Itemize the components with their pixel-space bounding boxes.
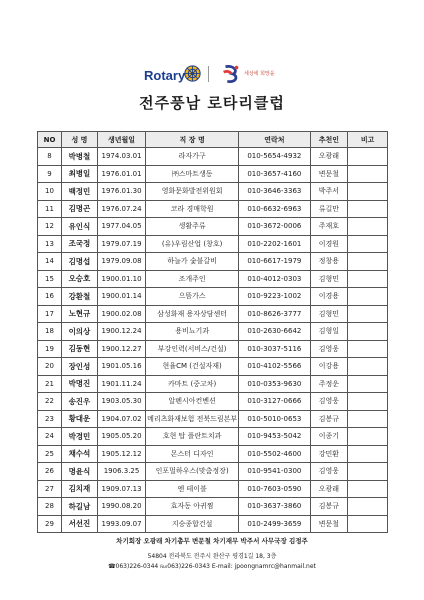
birth-date: 1900.02.08 xyxy=(97,305,145,323)
workplace: 영화문화발전위원회 xyxy=(146,183,239,201)
rotary-wheel-icon xyxy=(184,65,201,82)
birth-date: 1906.3.25 xyxy=(97,463,145,481)
logo-divider xyxy=(208,66,209,82)
recommender: 김영웅 xyxy=(310,340,348,358)
phone: 010-3037-5116 xyxy=(239,340,311,358)
member-name: 노현규 xyxy=(62,305,98,323)
remarks xyxy=(348,148,388,166)
phone: 010-5502-4600 xyxy=(239,445,311,463)
birth-date: 1976.01.01 xyxy=(97,165,145,183)
birth-date: 1976.01.30 xyxy=(97,183,145,201)
remarks xyxy=(348,445,388,463)
phone: 010-5654-4932 xyxy=(239,148,311,166)
remarks xyxy=(348,305,388,323)
recommender: 변문철 xyxy=(310,165,348,183)
recommender: 김영웅 xyxy=(310,393,348,411)
recommender: 김봉규 xyxy=(310,410,348,428)
member-no: 8 xyxy=(38,148,62,166)
recommender: 김봉규 xyxy=(310,498,348,516)
recommender: 이종기 xyxy=(310,428,348,446)
recommender: 이경원 xyxy=(310,235,348,253)
member-name: 서선진 xyxy=(62,515,98,533)
club-officers: 차기회장 오광래 차기총무 변문철 차기재무 박주서 사무국장 김정주 xyxy=(116,537,308,545)
member-no: 20 xyxy=(38,358,62,376)
member-name: 김명섭 xyxy=(62,253,98,271)
member-name: 조국정 xyxy=(62,235,98,253)
club-contact: ☎063)226-0344 ℻063)226-0343 E-mail: jpoongnamrc@hanmail.net xyxy=(108,563,316,570)
phone: 010-6617-1979 xyxy=(239,253,311,271)
roster-header xyxy=(38,132,388,148)
workplace: 삼성화재 용자상담센터 xyxy=(146,305,239,323)
member-name: 명윤식 xyxy=(62,463,98,481)
recommender: 오광래 xyxy=(310,480,348,498)
member-no: 12 xyxy=(38,218,62,236)
phone: 010-3646-3363 xyxy=(239,183,311,201)
member-no: 29 xyxy=(38,515,62,533)
recommender: 김형민 xyxy=(310,305,348,323)
remarks xyxy=(348,200,388,218)
birth-date: 1900.12.24 xyxy=(97,323,145,341)
member-no: 24 xyxy=(38,428,62,446)
recommender: 김형민 xyxy=(310,270,348,288)
member-name: 강환철 xyxy=(62,288,98,306)
table-row xyxy=(38,340,388,358)
remarks xyxy=(348,463,388,481)
phone: 010-2202-1601 xyxy=(239,235,311,253)
phone: 010-3127-0666 xyxy=(239,393,311,411)
birth-date: 1993.09.07 xyxy=(97,515,145,533)
birth-date: 1900.12.27 xyxy=(97,340,145,358)
recommender: 류길만 xyxy=(310,200,348,218)
workplace: 엔 테이블 xyxy=(146,480,239,498)
recommender: 오광래 xyxy=(310,148,348,166)
remarks xyxy=(348,323,388,341)
table-row xyxy=(38,253,388,271)
birth-date: 1979.09.08 xyxy=(97,253,145,271)
phone: 010-5010-0653 xyxy=(239,410,311,428)
workplace: 용비뇨기과 xyxy=(146,323,239,341)
recommender: 강민환 xyxy=(310,445,348,463)
workplace: 인포멀하우스(맞춤정장) xyxy=(146,463,239,481)
birth-date: 1976.07.24 xyxy=(97,200,145,218)
recommender: 박주서 xyxy=(310,183,348,201)
phone: 010-3637-3860 xyxy=(239,498,311,516)
member-no: 18 xyxy=(38,323,62,341)
birth-date: 1901.11.24 xyxy=(97,375,145,393)
member-name: 하길남 xyxy=(62,498,98,516)
workplace: 으뜸가스 xyxy=(146,288,239,306)
workplace: 메리츠화재보험 전북드림본부 xyxy=(146,410,239,428)
birth-date: 1903.05.30 xyxy=(97,393,145,411)
remarks xyxy=(348,358,388,376)
birth-date: 1900.01.10 xyxy=(97,270,145,288)
remarks xyxy=(348,480,388,498)
recommender: 김영웅 xyxy=(310,463,348,481)
slogan-text: 세상에 희망을 xyxy=(244,71,275,77)
member-no: 25 xyxy=(38,445,62,463)
remarks xyxy=(348,428,388,446)
table-row xyxy=(38,445,388,463)
column-header: 직 장 명 xyxy=(146,132,239,148)
birth-date: 1905.12.12 xyxy=(97,445,145,463)
workplace: 라자가구 xyxy=(146,148,239,166)
birth-date: 1974.03.01 xyxy=(97,148,145,166)
workplace: ㈜스마트생동 xyxy=(146,165,239,183)
member-name: 채수석 xyxy=(62,445,98,463)
club-title: 전주풍남 로타리클럽 xyxy=(139,94,285,112)
member-no: 10 xyxy=(38,183,62,201)
remarks xyxy=(348,165,388,183)
birth-date: 1977.04.05 xyxy=(97,218,145,236)
workplace: 조개주인 xyxy=(146,270,239,288)
birth-date: 1905.05.20 xyxy=(97,428,145,446)
birth-date: 1979.07.19 xyxy=(97,235,145,253)
table-row xyxy=(38,305,388,323)
rotary-logo-text: Rotary xyxy=(144,68,186,83)
table-row xyxy=(38,410,388,428)
remarks xyxy=(348,183,388,201)
phone: 010-9223-1002 xyxy=(239,288,311,306)
member-no: 16 xyxy=(38,288,62,306)
recommender: 이강용 xyxy=(310,358,348,376)
remarks xyxy=(348,375,388,393)
remarks xyxy=(348,235,388,253)
header-row xyxy=(38,132,388,148)
recommender: 주정운 xyxy=(310,375,348,393)
birth-date: 1901.05.16 xyxy=(97,358,145,376)
table-row xyxy=(38,375,388,393)
member-name: 황대운 xyxy=(62,410,98,428)
workplace: 알펜시아컨벤션 xyxy=(146,393,239,411)
recommender: 이경용 xyxy=(310,288,348,306)
column-header: NO xyxy=(38,132,62,148)
remarks xyxy=(348,218,388,236)
table-row xyxy=(38,148,388,166)
member-name: 오승호 xyxy=(62,270,98,288)
column-header: 비고 xyxy=(348,132,388,148)
member-name: 백정민 xyxy=(62,183,98,201)
birth-date: 1904.07.02 xyxy=(97,410,145,428)
column-header: 추천인 xyxy=(310,132,348,148)
member-no: 22 xyxy=(38,393,62,411)
table-row xyxy=(38,515,388,533)
phone: 010-4012-0303 xyxy=(239,270,311,288)
table-row xyxy=(38,200,388,218)
member-name: 김치재 xyxy=(62,480,98,498)
phone: 010-4102-5566 xyxy=(239,358,311,376)
phone: 010-9453-5042 xyxy=(239,428,311,446)
member-no: 14 xyxy=(38,253,62,271)
member-no: 11 xyxy=(38,200,62,218)
table-row xyxy=(38,463,388,481)
header xyxy=(0,62,424,92)
workplace: 현율CM (건설자재) xyxy=(146,358,239,376)
table-row xyxy=(38,358,388,376)
workplace: 코라 경매학원 xyxy=(146,200,239,218)
member-name: 유인식 xyxy=(62,218,98,236)
table-row xyxy=(38,235,388,253)
member-no: 21 xyxy=(38,375,62,393)
table-row xyxy=(38,428,388,446)
phone: 010-2630-6642 xyxy=(239,323,311,341)
workplace: 하늘가 숯불갈비 xyxy=(146,253,239,271)
workplace: 부강인력(서비스/건설) xyxy=(146,340,239,358)
birth-date: 1900.01.14 xyxy=(97,288,145,306)
remarks xyxy=(348,410,388,428)
member-name: 장인성 xyxy=(62,358,98,376)
table-row xyxy=(38,288,388,306)
member-name: 최병일 xyxy=(62,165,98,183)
member-name: 박명진 xyxy=(62,375,98,393)
table-row xyxy=(38,498,388,516)
club-address: 54804 전라북도 전주시 완산구 평경1길 18, 3층 xyxy=(147,553,277,560)
roster-body xyxy=(38,148,388,533)
member-name: 김명곤 xyxy=(62,200,98,218)
recommender: 김형일 xyxy=(310,323,348,341)
table-row xyxy=(38,480,388,498)
remarks xyxy=(348,498,388,516)
recommender: 변문철 xyxy=(310,515,348,533)
remarks xyxy=(348,270,388,288)
member-no: 17 xyxy=(38,305,62,323)
workplace: 몬스터 디자인 xyxy=(146,445,239,463)
birth-date: 1990.08.20 xyxy=(97,498,145,516)
member-no: 26 xyxy=(38,463,62,481)
birth-date: 1909.07.13 xyxy=(97,480,145,498)
member-no: 27 xyxy=(38,480,62,498)
remarks xyxy=(348,515,388,533)
remarks xyxy=(348,253,388,271)
workplace: (유)우림산업 (창호) xyxy=(146,235,239,253)
member-no: 19 xyxy=(38,340,62,358)
table-row xyxy=(38,183,388,201)
member-name: 김동현 xyxy=(62,340,98,358)
workplace: 카마트 (중고차) xyxy=(146,375,239,393)
table-row xyxy=(38,165,388,183)
phone: 010-8626-3777 xyxy=(239,305,311,323)
hope-logo-icon xyxy=(220,63,242,85)
workplace: 호현 탑 플란트치과 xyxy=(146,428,239,446)
member-no: 13 xyxy=(38,235,62,253)
column-header: 생년월일 xyxy=(97,132,145,148)
member-no: 28 xyxy=(38,498,62,516)
remarks xyxy=(348,340,388,358)
column-header: 성 명 xyxy=(62,132,98,148)
workplace: 효자동 아귀찜 xyxy=(146,498,239,516)
workplace: 생활주류 xyxy=(146,218,239,236)
phone: 010-9541-0300 xyxy=(239,463,311,481)
member-roster-table xyxy=(37,131,388,533)
table-row xyxy=(38,393,388,411)
remarks xyxy=(348,393,388,411)
phone: 010-0353-9630 xyxy=(239,375,311,393)
member-no: 23 xyxy=(38,410,62,428)
phone: 010-3672-0006 xyxy=(239,218,311,236)
workplace: 지승종합건설 xyxy=(146,515,239,533)
phone: 010-7603-0590 xyxy=(239,480,311,498)
member-name: 송진우 xyxy=(62,393,98,411)
member-name: 이의상 xyxy=(62,323,98,341)
column-header: 연락처 xyxy=(239,132,311,148)
phone: 010-2499-3659 xyxy=(239,515,311,533)
recommender: 주재호 xyxy=(310,218,348,236)
member-name: 박병철 xyxy=(62,148,98,166)
member-no: 9 xyxy=(38,165,62,183)
remarks xyxy=(348,288,388,306)
phone: 010-6632-6963 xyxy=(239,200,311,218)
table-row xyxy=(38,270,388,288)
member-no: 15 xyxy=(38,270,62,288)
table-row xyxy=(38,323,388,341)
member-name: 박경민 xyxy=(62,428,98,446)
phone: 010-3657-4160 xyxy=(239,165,311,183)
table-row xyxy=(38,218,388,236)
recommender: 정창용 xyxy=(310,253,348,271)
